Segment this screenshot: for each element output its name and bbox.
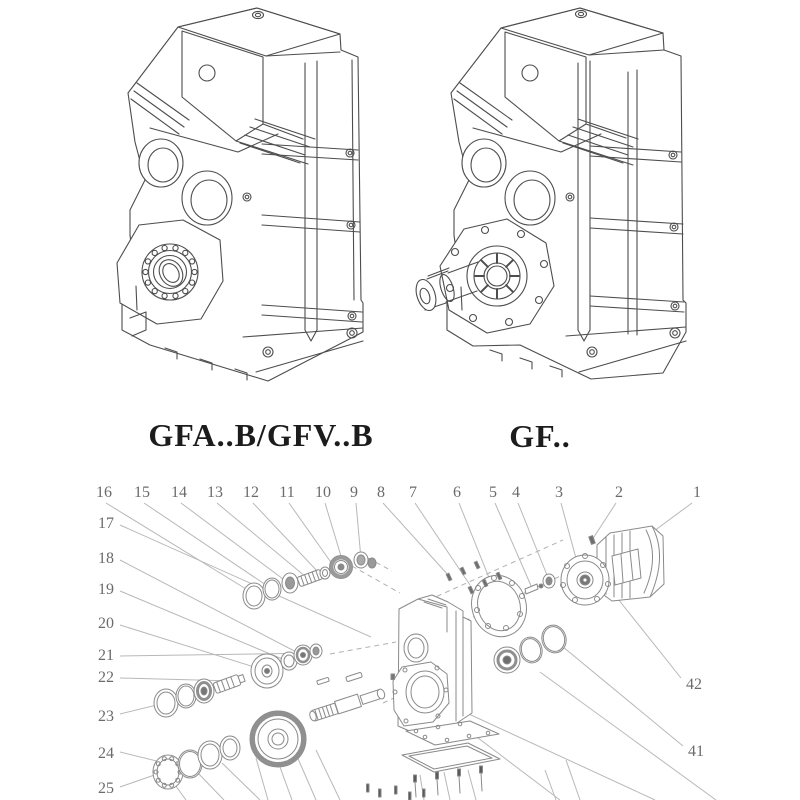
gearbox-front-view-gfab — [117, 8, 363, 381]
part-number-21: 21 — [98, 647, 114, 664]
right-model-caption: GF.. — [509, 418, 571, 454]
part-number-25: 25 — [98, 780, 114, 797]
part-number-5: 5 — [489, 484, 497, 501]
part-number-20: 20 — [98, 615, 114, 632]
part-number-11: 11 — [279, 484, 295, 501]
part-number-9: 9 — [350, 484, 358, 501]
input-shaft-assembly — [243, 552, 376, 609]
part-number-6: 6 — [453, 484, 461, 501]
part-number-17: 17 — [98, 515, 114, 532]
output-shaft-parts — [309, 672, 386, 722]
part-number-24: 24 — [98, 745, 114, 762]
part-number-19: 19 — [98, 581, 114, 598]
part-number-1: 1 — [693, 484, 701, 501]
output-gear-assembly — [153, 711, 306, 789]
part-number-15: 15 — [134, 484, 150, 501]
part-number-23: 23 — [98, 708, 114, 725]
part-number-12: 12 — [243, 484, 259, 501]
part-number-14: 14 — [171, 484, 187, 501]
gaskets-and-bolts — [367, 721, 501, 800]
part-number-4: 4 — [512, 484, 520, 501]
part-number-2: 2 — [615, 484, 623, 501]
part-number-18: 18 — [98, 550, 114, 567]
part-number-16: 16 — [96, 484, 112, 501]
part-number-42: 42 — [686, 676, 702, 693]
part-number-13: 13 — [207, 484, 223, 501]
left-model-caption: GFA..B/GFV..B — [148, 417, 374, 453]
cover-bolts — [367, 766, 483, 800]
exploded-parts — [153, 526, 664, 800]
part-number-22: 22 — [98, 669, 114, 686]
part-number-3: 3 — [555, 484, 563, 501]
gearbox-front-view-gf — [412, 8, 686, 379]
electric-motor — [561, 526, 665, 605]
part-number-8: 8 — [377, 484, 385, 501]
part-number-41: 41 — [688, 743, 704, 760]
gear-housing — [391, 595, 472, 736]
part-number-10: 10 — [315, 484, 331, 501]
exploded-view — [96, 484, 716, 800]
part-number-7: 7 — [409, 484, 417, 501]
